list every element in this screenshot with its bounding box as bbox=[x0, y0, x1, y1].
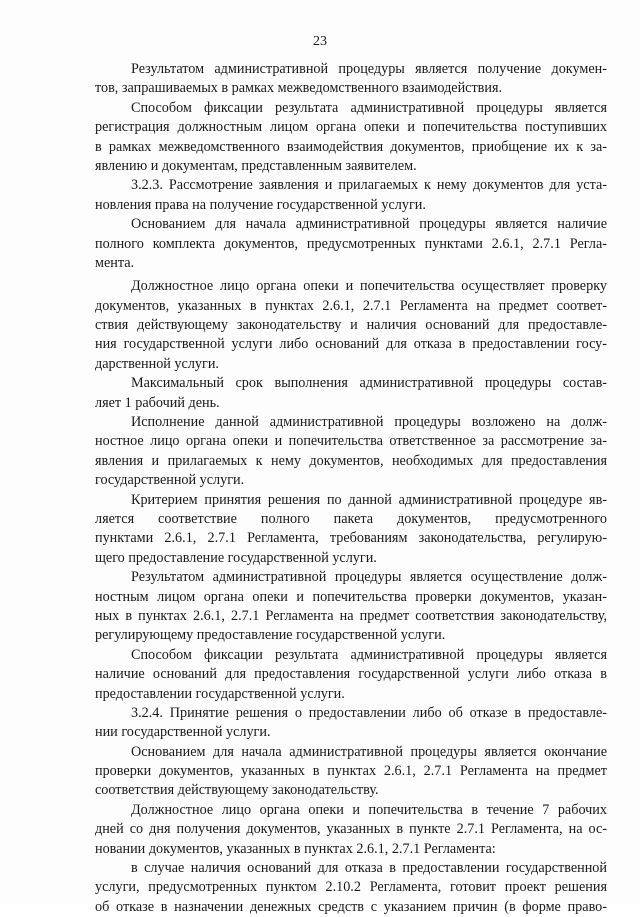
text-line: ляется соответствие полного пакета документов, предусмотренного bbox=[95, 510, 607, 527]
text-line: пунктами 2.6.1, 2.7.1 Регламента, требованиям законодательства, регулирую- bbox=[95, 530, 607, 547]
text-line: государственной услуги. bbox=[95, 472, 245, 489]
text-line: в рамках межведомственного взаимодействия документов, приобщение их к за- bbox=[95, 138, 607, 155]
text-line: дней со дня получения документов, указанных в пункте 2.7.1 Регламента, на ос- bbox=[95, 821, 607, 838]
text-line: мента. bbox=[95, 254, 135, 271]
text-line: полного комплекта документов, предусмотренных пунктами 2.6.1, 2.7.1 Регла- bbox=[95, 235, 607, 252]
text-line: Способом фиксации результата административной процедуры является bbox=[131, 646, 607, 663]
body-text bbox=[95, 60, 607, 917]
text-line: ностным лицом органа опеки и попечительства проверки документов, указан- bbox=[95, 588, 607, 605]
text-line: новления права на получение государственной услуги. bbox=[95, 196, 426, 213]
text-line: проверки документов, указанных в пунктах 2.6.1, 2.7.1 Регламента на предмет bbox=[95, 763, 607, 780]
page-number: 23 bbox=[313, 34, 327, 49]
text-line: ляет 1 рабочий день. bbox=[95, 394, 220, 411]
text-line: Должностное лицо органа опеки и попечительства в течение 7 рабочих bbox=[131, 801, 607, 818]
text-line: Исполнение данной административной процедуры возложено на долж- bbox=[131, 414, 607, 431]
text-line: соответствия действующему законодательству. bbox=[95, 782, 379, 799]
text-line: ствия действующему законодательству и наличия оснований для предоставле- bbox=[95, 317, 607, 334]
text-line: Основанием для начала административной процедуры является окончание bbox=[131, 743, 607, 760]
text-line: ния государственной услуги либо оснований для отказа в предоставлении госу- bbox=[95, 336, 607, 353]
text-line: новании документов, указанных в пунктах 2.6.1, 2.7.1 Регламента: bbox=[95, 840, 496, 857]
text-line: документов, указанных в пунктах 2.6.1, 2.7.1 Регламента на предмет соответ- bbox=[95, 297, 607, 314]
text-line: услуги, предусмотренных пунктом 2.10.2 Регламента, готовит проект решения bbox=[95, 879, 607, 896]
text-line: об отказе в назначении денежных средств с указанием причин (в форме право- bbox=[95, 898, 607, 915]
text-line: регулирующему предоставление государственной услуги. bbox=[95, 627, 446, 644]
text-line: Основанием для начала административной процедуры является наличие bbox=[131, 216, 607, 233]
text-line: Результатом административной процедуры является осуществление долж- bbox=[131, 569, 607, 586]
text-line: 3.2.4. Принятие решения о предоставлении либо об отказе в предоставле- bbox=[131, 704, 607, 721]
text-line: Критерием принятия решения по данной административной процедуре яв- bbox=[131, 491, 607, 508]
text-line: Максимальный срок выполнения административной процедуры состав- bbox=[131, 375, 607, 392]
text-line: 3.2.3. Рассмотрение заявления и прилагаемых к нему документов для уста- bbox=[131, 177, 607, 194]
text-line: тов, запрашиваемых в рамках межведомственного взаимодействия. bbox=[95, 80, 503, 97]
text-line: Должностное лицо органа опеки и попечительства осуществляет проверку bbox=[131, 278, 607, 295]
text-line: наличие оснований для предоставления государственной услуги либо отказа в bbox=[95, 666, 607, 683]
text-line: нии государственной услуги. bbox=[95, 724, 271, 741]
text-line: предоставлении государственной услуги. bbox=[95, 685, 345, 702]
text-line: ностное лицо органа опеки и попечительства ответственное за рассмотрение за- bbox=[95, 433, 607, 450]
text-line: явлению и документам, представленным заявителем. bbox=[95, 157, 417, 174]
text-line: в случае наличия оснований для отказа в предоставлении государственной bbox=[131, 860, 607, 877]
text-line: явления и прилагаемых к нему документов, необходимых для предоставления bbox=[95, 452, 607, 469]
text-line: Способом фиксации результата административной процедуры является bbox=[131, 99, 607, 116]
text-line: Результатом административной процедуры является получение докумен- bbox=[131, 61, 607, 77]
text-line: регистрация должностным лицом органа опеки и попечительства поступивших bbox=[95, 119, 607, 136]
text-line: щего предоставление государственной услуги. bbox=[95, 549, 377, 566]
text-line: дарственной услуги. bbox=[95, 355, 219, 372]
text-line: ных в пунктах 2.6.1, 2.7.1 Регламента на предмет соответствия законодательству, bbox=[95, 607, 607, 624]
